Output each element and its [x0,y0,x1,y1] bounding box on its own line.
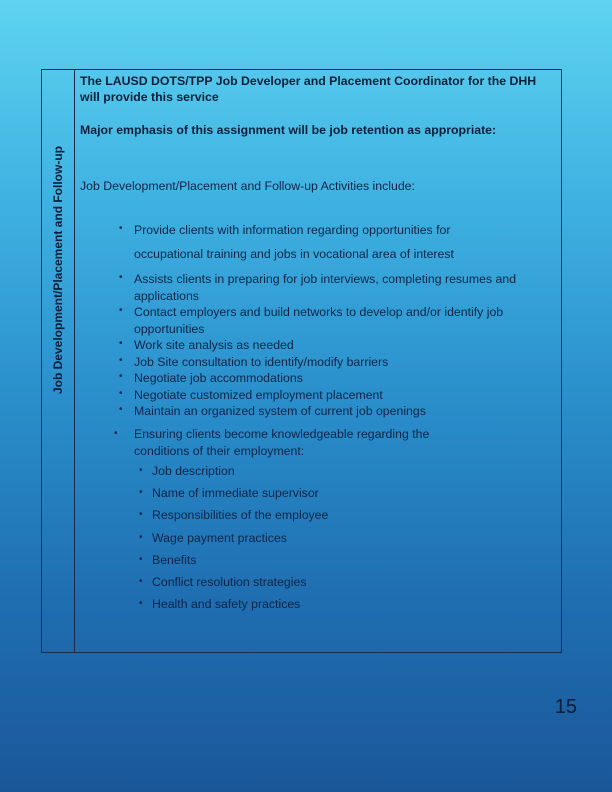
list-item [137,574,517,596]
list-item [116,354,536,371]
bullet: • [114,428,118,439]
bullet: • [119,338,123,349]
bullet: • [119,371,123,382]
list-item [116,403,536,420]
bullet: • [119,305,123,316]
list-item-text: Conflict resolution strategies [152,574,307,589]
list-item-text: Job Site consultation to identify/modify barriers [134,354,389,369]
list-item [116,370,536,387]
side-label-text: Job Development/Placement and Follow-up [51,145,65,395]
list-item-text: Wage payment practices [152,530,287,545]
bullet: • [119,354,123,366]
list-item [116,337,536,354]
bullet: • [139,598,143,610]
bullet: • [119,387,123,399]
list-item-text: Health and safety practices [152,597,301,612]
list-item-text: Negotiate job accommodations [134,371,303,385]
frame-divider [74,69,75,653]
list-item-text: Job description [152,464,235,478]
list-item-text: Responsibilities of the employee [152,508,329,523]
activity-list [116,271,536,420]
list-item [116,304,536,337]
bullet: • [119,223,123,234]
list-item-text: Contact employers and build networks to develop and/or identify job opportunities [134,305,504,336]
list-item [116,387,536,404]
conditions-list [137,463,517,618]
list-item-ensuring: Ensuring clients become knowledgeable regarding the conditions of their employment: [134,427,430,458]
list-item-provide-line2: occupational training and jobs in vocational area of interest [134,247,454,261]
list-item [137,552,517,574]
list-item-text: Benefits [152,552,197,567]
bullet: • [139,531,143,543]
list-item-text: Name of immediate supervisor [152,486,319,501]
list-item [137,596,517,618]
activities-heading: Job Development/Placement and Follow-up Activities include: [80,179,415,193]
list-item [137,507,517,529]
bullet: • [139,575,143,587]
list-item-provide-line1: Provide clients with information regarding opportunities for [134,223,451,237]
bullet: • [139,509,143,521]
list-item [137,530,517,552]
list-item [116,271,536,304]
bullet: • [119,404,123,415]
list-item-text: Maintain an organized system of current job openings [134,404,426,418]
bullet: • [139,465,143,476]
page-number: 15 [554,696,577,718]
bullet: • [139,487,143,499]
intro-line: The LAUSD DOTS/TPP Job Developer and Placement Coordinator for the DHH will provide this service [80,74,537,104]
list-item-text: Negotiate customized employment placement [134,387,383,402]
bullet: • [139,553,143,565]
bullet: • [119,272,123,283]
emphasis-line: Major emphasis of this assignment will be job retention as appropriate: [80,123,497,137]
list-item [137,463,517,485]
list-item-text: Work site analysis as needed [134,338,294,352]
list-item [137,485,517,507]
list-item-text: Assists clients in preparing for job interviews, completing resumes and applications [134,272,517,303]
